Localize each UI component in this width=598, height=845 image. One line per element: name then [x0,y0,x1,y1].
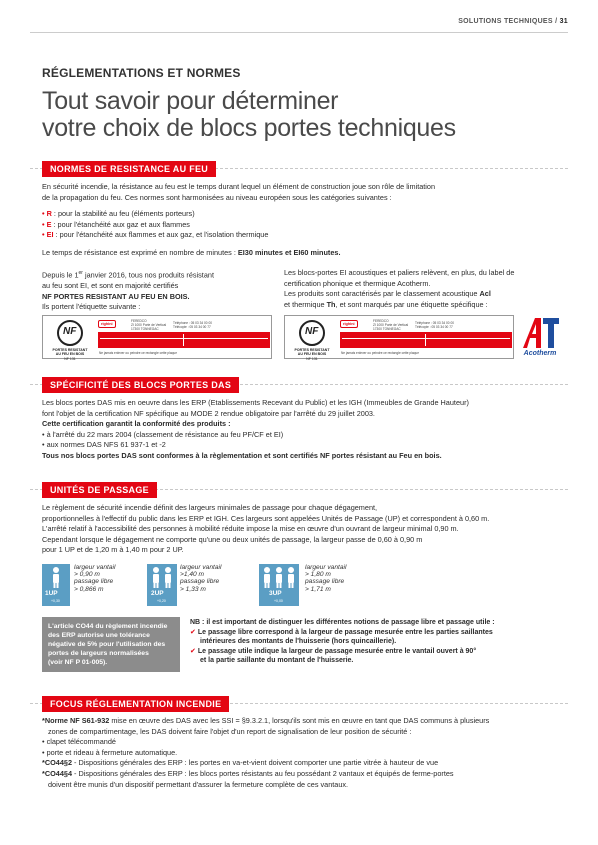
up-2-sub: +0,20 [157,599,166,603]
label-address: FEREDCO ZI 1000 Porte de Vertical 17300 TONNEGAC [131,319,167,331]
das-heading: SPÉCIFICITÉ DES BLOCS PORTES DAS [42,377,239,393]
acotherm-mark-icon [519,316,561,350]
fire-categories [42,209,562,241]
nb-passage-libre: ✔ Le passage libre correspond à la largeur de passage mesurée entre les parties saillantes [190,628,493,636]
person-icon [42,566,70,588]
nb-title: NB : il est important de distinguer les différentes notions de passage libre et passage utile : [190,619,495,626]
passage-body: Le règlement de sécurité incendie définit des largeurs minimales de passage pour chaque dégagement, proportionnelles à l'effectif du public dans les ERP et IGH. Ces largeurs sont appelées Unités de Passage (UP) et correspondent à 0,60 m. L'arrêté relatif à l'accessibilité des personnes à mobilité réduite impose la mise en œuvre d'un ouvrant de largeur minimal 0,90 m. Cependant lorsque le dégagement ne comporte qu'une ou deux unités de passage, la largeur passe de 0,60 à 0,90 m pour 1 UP et de 1,20 m à 1,40 m pour 2 UP. [42,503,490,555]
focus-body: *Norme NF S61-932 mise en œuvre des DAS avec les SSI = §9.3.2.1, lorsqu'ils sont mis en œuvre en tant que DAS communs à plusieurs zones de compartimentage, les DAS doivent faire l'objet d'un report de signalisation de leur position de sécurité : • clapet télécommandé • porte et rideau à fermeture automatique. *CO44§2 - Dispositions générales des ERP : les portes en va-et-vient doivent comporter une partie vitrée à hauteur de vue *CO44§4 - Dispositions générales des ERP : les blocs portes résistants au feu possédant 2 vantaux et équipés de ferme-portes doivent être munis d'un dispositif permettant d'assurer la fermeture complète de ces vantaux. [42,716,490,789]
label-column-rule [183,334,184,346]
running-title: SOLUTIONS TECHNIQUES / [458,18,558,25]
label-address: FEREDCO ZI 1000 Porte de Vertical 17300 TONNEGAC [373,319,409,331]
header-divider [30,32,568,33]
label-row-1 [342,334,510,339]
fire-right-column: Les blocs-portes EI acoustiques et paliers relèvent, en plus, du label de certification phonique et thermique Acotherm. Les produits sont caractérisés par le classement acoustique Acl et thermique Th, et sont marqués par une étiquette spécifique : [284,268,515,309]
fire-minutes: Le temps de résistance est exprimé en nombre de minutes : EI30 minutes et EI60 minutes. [42,248,341,257]
page-title [42,88,456,142]
fire-intro [42,182,562,203]
page-title-line-2: votre choix de blocs portes techniques [42,114,456,142]
nf-label-left [42,315,272,359]
nf-label-right [284,315,514,359]
up-1-sub: +0,30 [51,599,60,603]
label-phone: Téléphone : 05 03 34 00 00 Télécopie : 05 03 34 00 77 [415,321,454,329]
fire-left-column: Depuis le 1er janvier 2016, tous nos produits résistant au feu sont EI, et sont en majorité certifiés NF PORTES RESISTANT AU FEU EN BOIS. Ils portent l'étiquette suivante : [42,270,214,312]
up-1-tag: 1UP [45,590,58,597]
das-body: Les blocs portes DAS mis en oeuvre dans les ERP (Etablissements Recevant du Public) et les IGH (Immeubles de Grande Hauteur) font l'objet de la certification NF spécifique au MODE 2 rendue obligatoire par l'arrêté du 29 juillet 2003. Cette certification garantit la conformité des produits : • à l'arrêté du 22 mars 2004 (classement de résistance au feu PF/CF et EI) • aux normes DAS NFS 61 937-1 et -2 Tous nos blocs portes DAS sont conformes à la règlementation et sont certifiés NF portes résistant au Feu en bois. [42,398,469,460]
running-header [458,18,568,25]
two-persons-icon [147,566,177,588]
up-2-badge [147,564,177,606]
three-persons-icon [259,566,299,588]
up-3-tag: 3UP [269,590,282,597]
check-icon: ✔ [190,628,196,636]
righini-logo: righini [98,320,116,328]
category-r: • R : pour la stabilité au feu (éléments porteurs) [42,209,195,218]
tolerance-callout: L'article CO44 du règlement incendie des ERP autorise une tolérance négative de 5% pour l'utilisation des portes de largeurs normalisées (voir NF P 01-005). [42,617,180,672]
fire-heading: NORMES DE RESISTANCE AU FEU [42,161,216,177]
up-2-tag: 2UP [151,590,164,597]
nf-caption: PORTES RESISTANT AU FEU EN BOIS NF 131 [52,348,88,361]
acotherm-logo [519,316,561,358]
passage-heading: UNITÉS DE PASSAGE [42,482,157,498]
category-ei: • EI : pour l'étanchéité aux flammes et aux gaz, et l'isolation thermique [42,230,269,240]
nf-logo: NF [57,320,83,346]
up-1-badge [42,564,70,606]
label-footer-note: Ne jamais enlever ou peindre ce rectangle cette plaque [341,351,419,355]
category-e: • E : pour l'étanchéité aux gaz et aux flammes [42,219,190,229]
page-number: 31 [559,18,568,25]
section-kicker: RÉGLEMENTATIONS ET NORMES [42,66,241,80]
fire-intro-line-1: En sécurité incendie, la résistance au feu est le temps durant lequel un élément de construction joue son rôle de limitation [42,182,436,191]
nb-notes: NB : il est important de distinguer les différentes notions de passage libre et passage utile : ✔ Le passage libre correspond à la largeur de passage mesurée entre les parties saillantes intérieures des montants de l'huisserie (hors quincaillerie). ✔ Le passage utile indique la largeur de passage mesurée entre le vantail ouvert à 90° et la partie saillante du montant de l'huisserie. [190,618,570,666]
label-column-rule [425,334,426,346]
label-row-1 [100,334,268,339]
page-title-line-1: Tout savoir pour déterminer [42,87,339,115]
fire-intro-line-2: de la propagation du feu. Ces normes sont harmonisées au niveau européen sous les catégories suivantes : [42,192,392,202]
focus-heading: FOCUS RÉGLEMENTATION INCENDIE [42,696,229,712]
up-3-sub: +0,00 [274,599,283,603]
label-phone: Téléphone : 05 03 34 00 00 Télécopie : 05 03 34 00 77 [173,321,212,329]
up-1-spec: largeur vantail > 0,90 m passage libre > 0,866 m [74,564,116,593]
acotherm-wordmark: Acotherm [523,350,557,357]
up-2-spec: largeur vantail >1,40 m passage libre > 1,33 m [180,564,222,593]
nb-passage-utile: ✔ Le passage utile indique la largeur de passage mesurée entre le vantail ouvert à 90° [190,647,477,655]
check-icon: ✔ [190,647,196,655]
up-3-badge [259,564,299,606]
nf-caption: PORTES RESISTANT AU FEU EN BOIS NF 131 [294,348,330,361]
nf-logo: NF [299,320,325,346]
label-footer-note: Ne jamais enlever ou peindre ce rectangle cette plaque [99,351,177,355]
righini-logo: righini [340,320,358,328]
up-3-spec: largeur vantail > 1,80 m passage libre > 1,71 m [305,564,347,593]
